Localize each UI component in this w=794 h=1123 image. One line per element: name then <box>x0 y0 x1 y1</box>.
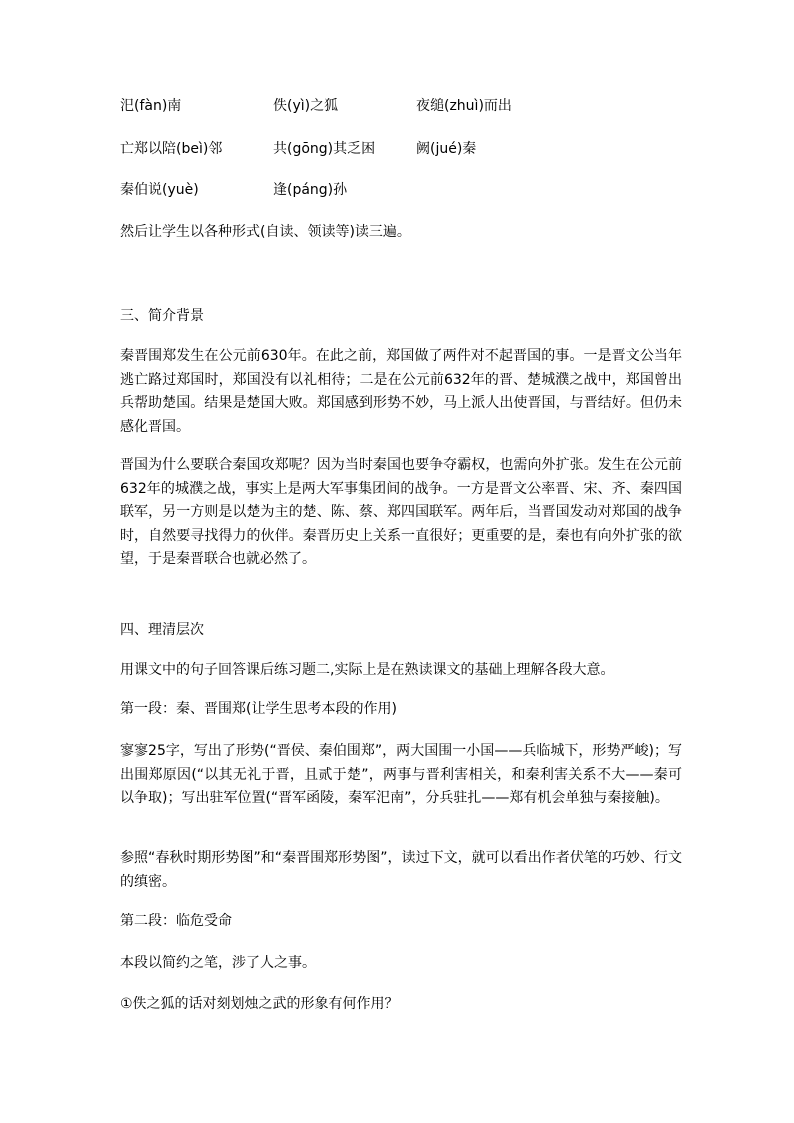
structure-intro: 用课文中的句子回答课后练习题二,实际上是在熟读课文的基础上理解各段大意。 <box>120 662 615 678</box>
part1-text: 寥寥25字，写出了形势(“晋侯、秦伯围郑”，两大国围一小国——兵临城下，形势严峻)；写出围郑原因(“以其无礼于晋，且贰于楚”，两事与晋利害相关，和秦利害关系不大——秦可以争取)；写出驻军位置(“晋军函陵，秦军汜南”，分兵驻扎——郑有机会单独与秦接触)。 <box>120 743 682 806</box>
section-heading-structure: 四、理清层次 <box>120 622 204 638</box>
pronunciation-item: 秦伯说(yuè) <box>120 182 199 198</box>
background-paragraph-2: 晋国为什么要联合秦国攻郑呢？因为当时秦国也要争夺霸权，也需向外扩张。发生在公元前632年的城濮之战，事实上是两大军事集团间的战争。一方是晋文公率晋、宋、齐、秦四国联军，另一方则是以楚为主的楚、陈、蔡、郑四国联军。两年后，当晋国发动对郑国的战争时，自然要寻找得力的伙伴。秦晋历史上关系一直很好；更重要的是，秦也有向外扩张的欲望，于是秦晋联合也就必然了。 <box>120 457 682 567</box>
part1-note: 参照“春秋时期形势图”和“秦晋围郑形势图”，读过下文，就可以看出作者伏笔的巧妙、行文的缜密。 <box>120 850 682 890</box>
background-paragraph-1: 秦晋围郑发生在公元前630年。在此之前，郑国做了两件对不起晋国的事。一是晋文公当年逃亡路过郑国时，郑国没有以礼相待；二是在公元前632年的晋、楚城濮之战中，郑国曾出兵帮助楚国。结果是楚国大败。郑国感到形势不妙，马上派人出使晋国，与晋结好。但仍未感化晋国。 <box>120 348 682 435</box>
pronunciation-item: 共(gōng)其乏困 <box>273 141 376 157</box>
pronunciation-item: 汜(fàn)南 <box>120 98 182 114</box>
part2-text: 本段以简约之笔，涉了人之事。 <box>120 955 316 971</box>
pronunciation-item: 阙(jué)秦 <box>416 141 477 157</box>
question-1: ①佚之狐的话对刻划烛之武的形象有何作用？ <box>120 996 399 1012</box>
pronunciation-item: 亡郑以陪(beì)邻 <box>120 141 223 157</box>
reading-instruction: 然后让学生以各种形式(自读、领读等)读三遍。 <box>120 224 411 240</box>
section-heading-background: 三、简介背景 <box>120 308 204 324</box>
part2-title: 第二段：临危受命 <box>120 913 232 929</box>
part1-title: 第一段：秦、晋围郑(让学生思考本段的作用) <box>120 701 397 717</box>
pronunciation-item: 佚(yì)之狐 <box>273 98 339 114</box>
pronunciation-item: 逢(páng)孙 <box>273 182 348 198</box>
pronunciation-item: 夜缒(zhuì)而出 <box>416 98 512 114</box>
